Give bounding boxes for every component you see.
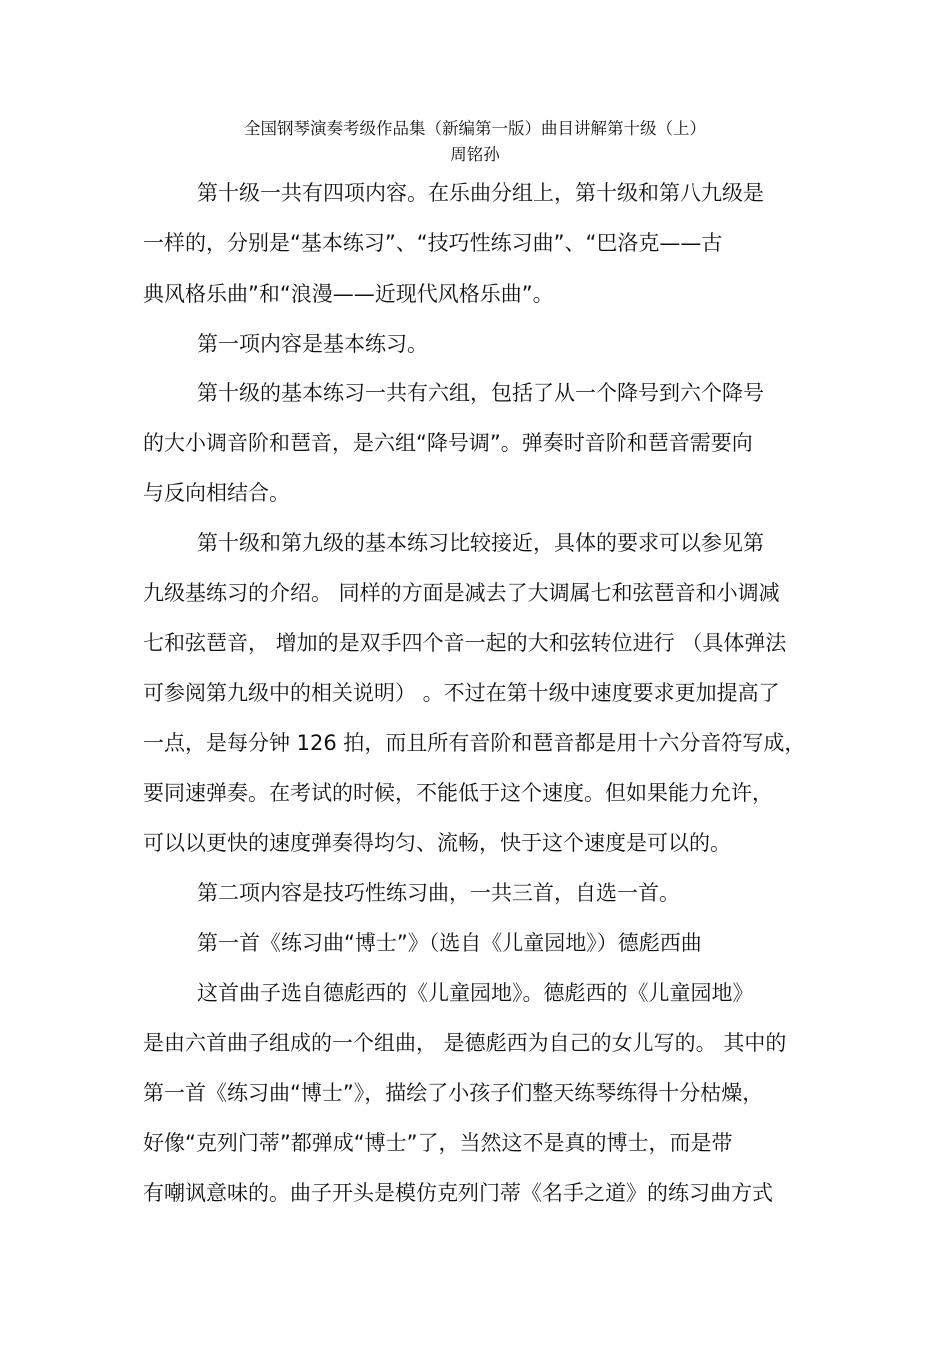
paragraph-line: 的大小调音阶和琶音，是六组“降号调”。弹奏时音阶和琶音需要向 [143, 431, 753, 455]
paragraph-line: 是由六首曲子组成的一个组曲， 是德彪西为自己的女儿写的。 其中的 [143, 1031, 787, 1055]
document-author: 周铭孙 [450, 145, 500, 164]
paragraph-line: 九级基练习的介绍。 同样的方面是减去了大调属七和弦琶音和小调减 [143, 581, 780, 605]
paragraph-line: 第十级和第九级的基本练习比较接近，具体的要求可以参见第 [197, 531, 764, 555]
paragraph-line: 一样的，分别是“基本练习”、“技巧性练习曲”、“巴洛克——古 [143, 231, 723, 255]
paragraph-line: 第一首《练习曲“博士”》（选自《儿童园地》）德彪西曲 [197, 931, 702, 955]
document-title: 全国钢琴演奏考级作品集（新编第一版）曲目讲解第十级（上） [244, 119, 706, 138]
paragraph-line: 可以以更快的速度弹奏得均匀、流畅，快于这个速度是可以的。 [143, 831, 731, 855]
paragraph-line: 这首曲子选自德彪西的《儿童园地》。德彪西的《儿童园地》 [197, 981, 754, 1005]
paragraph-line: 可参阅第九级中的相关说明） 。不过在第十级中速度要求更加提高了 [143, 681, 780, 705]
paragraph-line: 好像“克列门蒂”都弹成“博士”了，当然这不是真的博士，而是带 [143, 1131, 733, 1155]
paragraph-line: 第十级一共有四项内容。在乐曲分组上，第十级和第八九级是 [197, 181, 764, 205]
paragraph-line: 有嘲讽意味的。曲子开头是模仿克列门蒂《名手之道》的练习曲方式 [143, 1181, 773, 1205]
paragraph-line: 与反向相结合。 [143, 481, 290, 505]
paragraph-line: 第二项内容是技巧性练习曲，一共三首，自选一首。 [197, 881, 680, 905]
paragraph-line: 一点，是每分钟 126 拍，而且所有音阶和琶音都是用十六分音符写成， [143, 731, 806, 755]
paragraph-line: 要同速弹奏。在考试的时候，不能低于这个速度。但如果能力允许， [143, 781, 773, 805]
paragraph-line: 七和弦琶音， 增加的是双手四个音一起的大和弦转位进行 （具体弹法 [143, 631, 787, 655]
paragraph-line: 第十级的基本练习一共有六组，包括了从一个降号到六个降号 [197, 381, 764, 405]
paragraph-line: 第一首《练习曲“博士”》，描绘了小孩子们整天练琴练得十分枯燥， [143, 1081, 764, 1105]
paragraph-line: 典风格乐曲”和“浪漫——近现代风格乐曲”。 [143, 282, 554, 306]
paragraph-line: 第一项内容是基本练习。 [197, 332, 428, 356]
